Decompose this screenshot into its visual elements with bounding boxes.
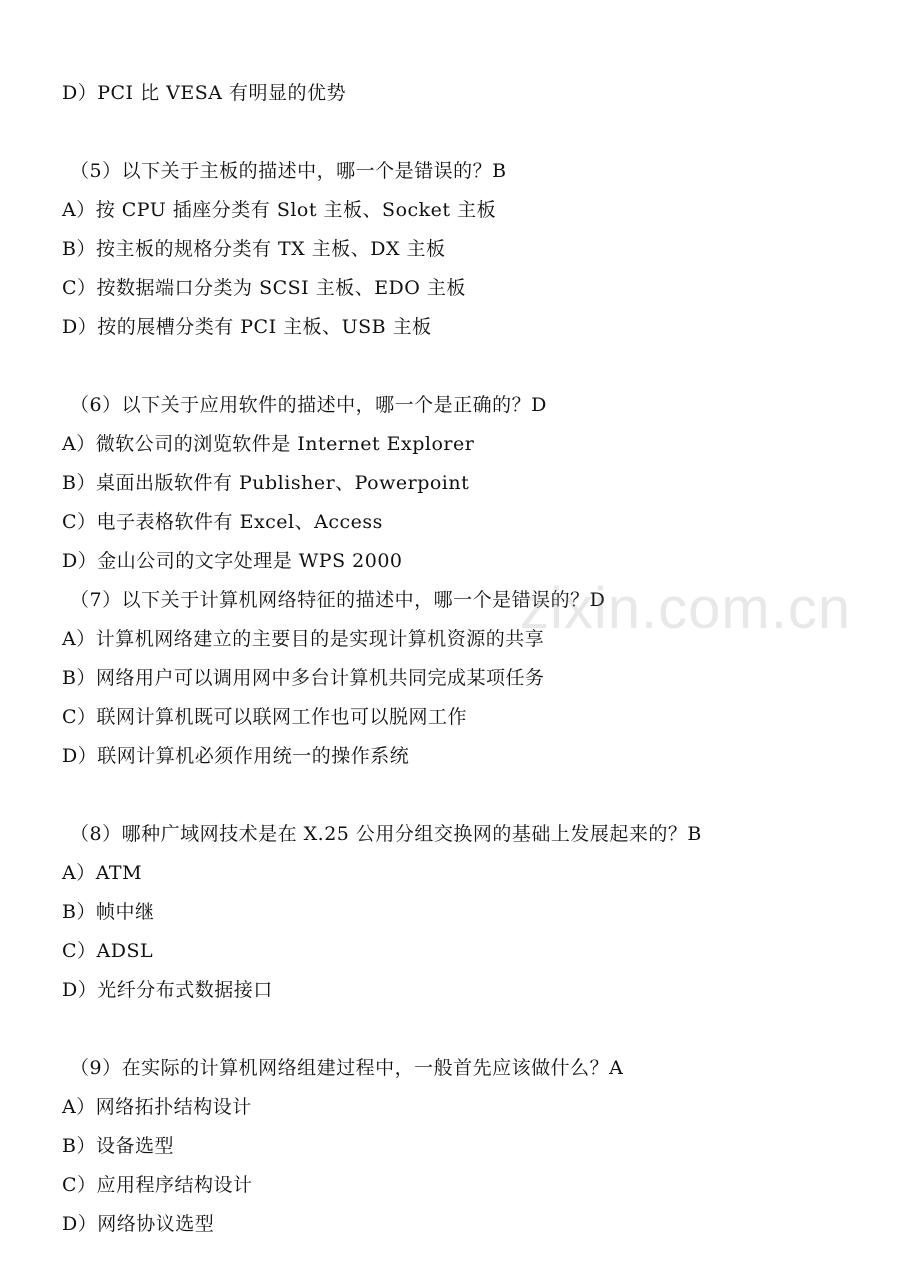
question-line: （5）以下关于主板的描述中，哪一个是错误的？B bbox=[70, 160, 507, 182]
option-line: D）按的展槽分类有 PCI 主板、USB 主板 bbox=[62, 316, 432, 338]
option-line: A）计算机网络建立的主要目的是实现计算机资源的共享 bbox=[62, 628, 545, 650]
option-line: D）金山公司的文字处理是 WPS 2000 bbox=[62, 550, 403, 572]
option-line: C）按数据端口分类为 SCSI 主板、EDO 主板 bbox=[62, 277, 466, 299]
option-line: D）网络协议选型 bbox=[62, 1213, 215, 1235]
option-line: D）光纤分布式数据接口 bbox=[62, 979, 273, 1001]
question-line: （7）以下关于计算机网络特征的描述中，哪一个是错误的？D bbox=[70, 589, 606, 611]
option-line: B）网络用户可以调用网中多台计算机共同完成某项任务 bbox=[62, 667, 545, 689]
option-line: D）PCI 比 VESA 有明显的优势 bbox=[62, 82, 347, 104]
option-line: C）联网计算机既可以联网工作也可以脱网工作 bbox=[62, 706, 468, 728]
option-line: C）ADSL bbox=[62, 940, 154, 962]
option-line: B）按主板的规格分类有 TX 主板、DX 主板 bbox=[62, 238, 446, 260]
option-line: A）网络拓扑结构设计 bbox=[62, 1096, 252, 1118]
question-line: （6）以下关于应用软件的描述中，哪一个是正确的？D bbox=[70, 394, 547, 416]
option-line: B）桌面出版软件有 Publisher、Powerpoint bbox=[62, 472, 470, 494]
option-line: C）应用程序结构设计 bbox=[62, 1174, 253, 1196]
question-line: （8）哪种广域网技术是在 X.25 公用分组交换网的基础上发展起来的？B bbox=[70, 823, 702, 845]
option-line: A）微软公司的浏览软件是 Internet Explorer bbox=[62, 433, 475, 455]
watermark: zixin.com.cn bbox=[520, 576, 852, 641]
option-line: A）按 CPU 插座分类有 Slot 主板、Socket 主板 bbox=[62, 199, 497, 221]
option-line: D）联网计算机必须作用统一的操作系统 bbox=[62, 745, 410, 767]
option-line: A）ATM bbox=[62, 862, 143, 884]
option-line: C）电子表格软件有 Excel、Access bbox=[62, 511, 383, 533]
option-line: B）设备选型 bbox=[62, 1135, 174, 1157]
option-line: B）帧中继 bbox=[62, 901, 155, 923]
question-line: （9）在实际的计算机网络组建过程中，一般首先应该做什么？A bbox=[70, 1057, 624, 1079]
